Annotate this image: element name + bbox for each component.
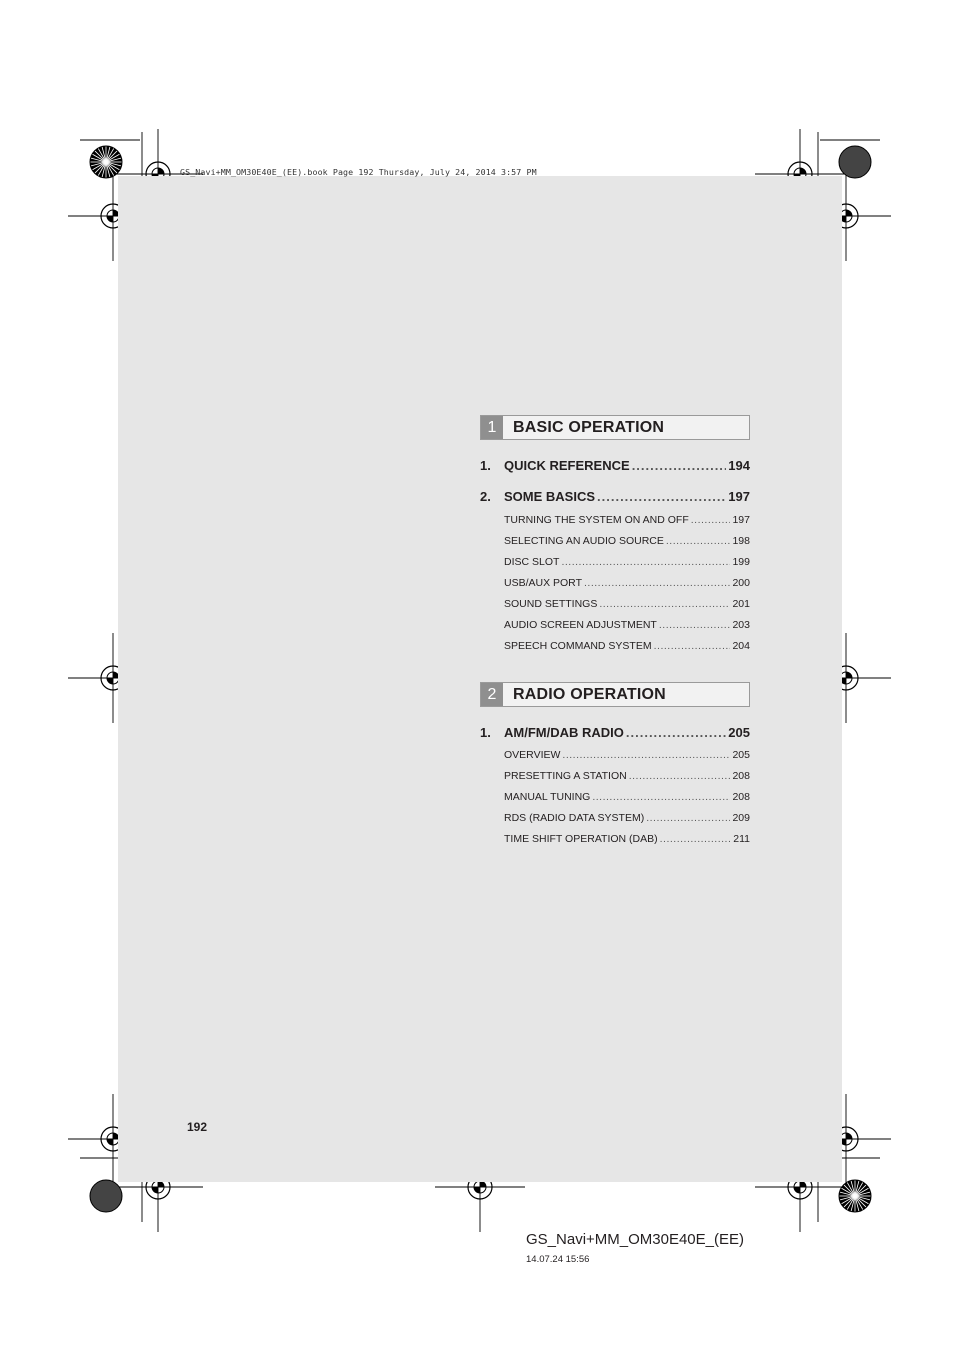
- toc-chapter-some-basics[interactable]: [480, 489, 750, 509]
- toc-chapter-quick-reference[interactable]: [480, 458, 750, 478]
- chapter-page: 194: [728, 458, 750, 473]
- chapter-number: 1.: [480, 458, 491, 473]
- toc-item-page: 199: [732, 556, 750, 568]
- toc-item-label: RDS (RADIO DATA SYSTEM): [504, 812, 645, 824]
- toc-item[interactable]: [504, 749, 750, 765]
- toc-item-page: 211: [733, 833, 750, 845]
- dot-leader: [646, 812, 730, 824]
- toc-item-label: PRESETTING A STATION: [504, 770, 627, 782]
- toc-item-page: 204: [732, 640, 750, 652]
- dot-leader: [561, 556, 730, 568]
- dot-leader: [592, 791, 730, 803]
- toc-item[interactable]: [504, 598, 750, 614]
- toc-item-page: 201: [732, 598, 750, 610]
- dot-leader: [597, 489, 726, 504]
- toc-item[interactable]: [504, 535, 750, 551]
- toc-item[interactable]: [504, 791, 750, 807]
- toc-item-label: TIME SHIFT OPERATION (DAB): [504, 833, 658, 845]
- toc-item[interactable]: [504, 640, 750, 656]
- toc-item-page: 209: [732, 812, 750, 824]
- toc-item-label: USB/AUX PORT: [504, 577, 582, 589]
- dot-leader: [654, 640, 731, 652]
- chapter-title: AM/FM/DAB RADIO: [504, 725, 624, 740]
- dot-leader: [599, 598, 730, 610]
- toc-item-label: OVERVIEW: [504, 749, 561, 761]
- toc-item-page: 208: [732, 791, 750, 803]
- toc-item-page: 208: [732, 770, 750, 782]
- toc-item[interactable]: [504, 577, 750, 593]
- page-panel: [118, 176, 842, 1182]
- chapter-page: 205: [728, 725, 750, 740]
- section-number: 1: [481, 416, 503, 439]
- toc-item[interactable]: [504, 770, 750, 786]
- toc-item-label: TURNING THE SYSTEM ON AND OFF: [504, 514, 689, 526]
- chapter-number: 2.: [480, 489, 491, 504]
- page-number: 192: [187, 1120, 208, 1134]
- footer-timestamp: 14.07.24 15:56: [526, 1254, 590, 1265]
- toc-item-page: 205: [732, 749, 750, 761]
- section-header-basic-operation: [480, 415, 750, 440]
- book-stamp: GS_Navi+MM_OM30E40E_(EE).book Page 192 Thursday, July 24, 2014 3:57 PM: [180, 167, 537, 177]
- toc-item-page: 198: [732, 535, 750, 547]
- dot-leader: [660, 833, 732, 845]
- dot-leader: [562, 749, 730, 761]
- dot-leader: [584, 577, 730, 589]
- toc-item-label: SPEECH COMMAND SYSTEM: [504, 640, 652, 652]
- toc-item[interactable]: [504, 556, 750, 572]
- toc-item-label: DISC SLOT: [504, 556, 560, 568]
- dot-leader: [629, 770, 731, 782]
- toc-item-label: SOUND SETTINGS: [504, 598, 598, 610]
- dot-leader: [659, 619, 731, 631]
- toc-item-label: MANUAL TUNING: [504, 791, 591, 803]
- section-title: BASIC OPERATION: [513, 418, 665, 436]
- section-title: RADIO OPERATION: [513, 685, 666, 703]
- toc-chapter-am-fm-dab-radio[interactable]: [480, 725, 750, 745]
- chapter-title: QUICK REFERENCE: [504, 458, 630, 473]
- toc-item[interactable]: [504, 619, 750, 635]
- footer-document-code: GS_Navi+MM_OM30E40E_(EE): [526, 1231, 744, 1248]
- toc-item-page: 197: [732, 514, 750, 526]
- toc-item[interactable]: [504, 514, 750, 530]
- chapter-page: 197: [728, 489, 750, 504]
- dot-leader: [691, 514, 731, 526]
- chapter-number: 1.: [480, 725, 491, 740]
- section-header-radio-operation: [480, 682, 750, 707]
- toc-item[interactable]: [504, 812, 750, 828]
- toc-item-page: 200: [732, 577, 750, 589]
- chapter-title: SOME BASICS: [504, 489, 596, 504]
- toc-item-label: SELECTING AN AUDIO SOURCE: [504, 535, 664, 547]
- dot-leader: [626, 725, 726, 740]
- toc-item-page: 203: [732, 619, 750, 631]
- toc-item-label: AUDIO SCREEN ADJUSTMENT: [504, 619, 657, 631]
- section-number: 2: [481, 683, 503, 706]
- dot-leader: [632, 458, 727, 473]
- toc-item[interactable]: [504, 833, 750, 849]
- dot-leader: [666, 535, 731, 547]
